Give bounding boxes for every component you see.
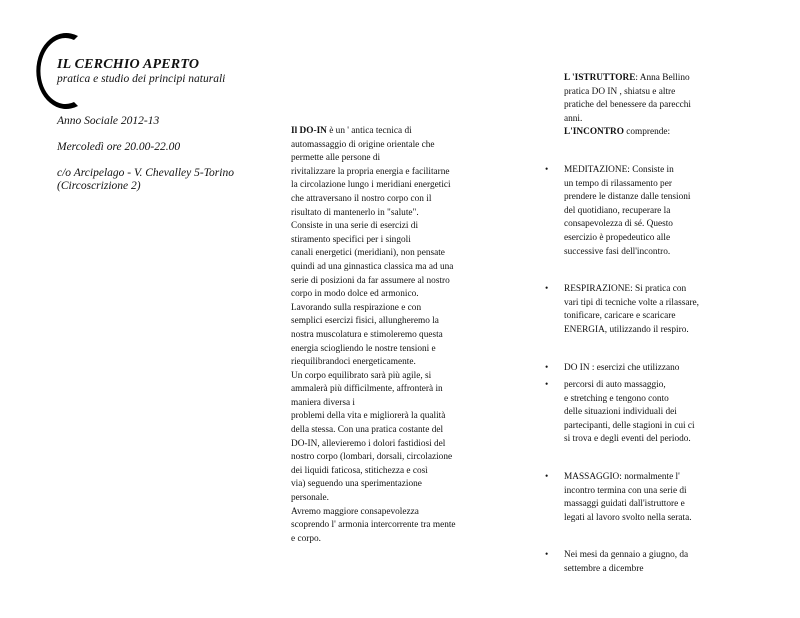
activity-line <box>564 191 760 205</box>
activity-item <box>530 549 760 576</box>
description-line: maniera diversa i <box>291 397 356 408</box>
activity-line <box>564 406 760 420</box>
activity-text: settembre a dicembre <box>564 564 644 575</box>
activity-line <box>564 379 760 393</box>
incontro-rest: comprende: <box>623 127 671 138</box>
activity-label: DO IN <box>564 362 590 373</box>
incontro-line <box>564 126 760 140</box>
location-text: c/o Arcipelago - V. Chevalley 5-Torino <box>57 167 234 179</box>
intro-rest: è un ' antica tecnica di <box>326 126 412 136</box>
description-line: permette alle persone di <box>291 153 381 164</box>
activity-text: delle situazioni individuali dei <box>564 407 677 418</box>
activity-line <box>564 178 760 192</box>
activity-item <box>530 283 760 337</box>
description-line: e corpo. <box>291 533 321 544</box>
activity-line <box>564 498 760 512</box>
intro-line <box>291 125 496 139</box>
activity-line <box>564 433 760 447</box>
activity-text: incontro termina con una serie di <box>564 485 687 496</box>
activity-line <box>564 324 760 338</box>
session-details <box>530 72 760 577</box>
activity-item <box>530 164 760 259</box>
description-line: stiramento specifici per i singoli <box>291 234 411 245</box>
activity-line <box>564 283 760 297</box>
description-line: risultato di mantenerlo in "salute". <box>291 207 419 218</box>
activity-item <box>530 471 760 525</box>
activity-text: : Si pratica con <box>630 284 687 295</box>
page-subtitle: pratica e studio dei principi naturali <box>57 73 226 85</box>
description-line: nostra muscolatura e stimoleremo questa <box>291 329 443 340</box>
description-line: della stessa. Con una pratica costante del <box>291 425 444 436</box>
instructor-block <box>564 72 760 140</box>
description-line: automassaggio di origine orientale che <box>291 139 435 150</box>
description-line: semplici esercizi fisici, allungheremo la <box>291 316 439 327</box>
description-line: DO-IN, allevieremo i dolori fastidiosi del <box>291 438 446 449</box>
activity-line <box>564 362 760 376</box>
bullet-icon: • <box>545 284 549 295</box>
instructor-label: L 'ISTRUTTORE <box>564 73 636 83</box>
activity-line <box>564 549 760 563</box>
instructor-line <box>564 72 760 86</box>
activity-text: partecipanti, delle stagioni in cui ci <box>564 420 695 431</box>
activity-line <box>564 218 760 232</box>
do-in-term: Il DO-IN <box>291 126 327 136</box>
activity-text: prendere le distanze dalle tensioni <box>564 192 691 203</box>
activity-text: percorsi di auto massaggio, <box>564 380 666 391</box>
activity-text: si trova e degli eventi del periodo. <box>564 434 691 445</box>
instructor-name: : Anna Bellino <box>635 73 690 83</box>
activity-line <box>564 164 760 178</box>
activity-text: consapevolezza di sé. Questo <box>564 219 673 230</box>
description-line: via) seguendo una sperimentazione <box>291 479 422 490</box>
description-line: quindi ad una ginnastica classica ma ad una <box>291 261 454 272</box>
incontro-label: L'INCONTRO <box>564 127 624 138</box>
activity-text: successive fasi dell'incontro. <box>564 246 671 257</box>
activity-line <box>564 310 760 324</box>
description-line: riequilibrandoci energeticamente. <box>291 357 416 368</box>
activity-line <box>564 246 760 260</box>
description-line: rivitalizzare la propria energia e facilitarne <box>291 166 450 177</box>
activity-line <box>564 205 760 219</box>
bullet-icon: • <box>545 380 549 391</box>
activity-text: Nei mesi da gennaio a giugno, da <box>564 550 689 561</box>
description-line: Un corpo equilibrato sarà più agile, si <box>291 370 432 381</box>
activity-text: : Consiste in <box>627 164 674 175</box>
activity-line <box>564 393 760 407</box>
activity-text: esercizio è propedeutico alle <box>564 232 671 243</box>
description-line: canali energetici (meridiani), non pensate <box>291 248 445 259</box>
description-line: energia sciogliendo le nostre tensioni e <box>291 343 436 354</box>
activity-text: : esercizi che utilizzano <box>589 362 680 373</box>
instructor-desc-line: pratica DO IN , shiatsu e altre <box>564 86 676 97</box>
activity-label: RESPIRAZIONE <box>564 284 631 295</box>
activity-item <box>530 379 760 447</box>
description-lines <box>291 139 496 547</box>
activity-label: MASSAGGIO <box>564 472 620 483</box>
page-title: IL CERCHIO APERTO <box>57 57 200 72</box>
description-line: corpo in modo dolce ed armonico. <box>291 289 419 300</box>
description-line: problemi della vita e migliorerà la qualità <box>291 411 446 422</box>
description-line: personale. <box>291 493 329 504</box>
activity-list <box>530 164 760 577</box>
description-line: Consiste in una serie di esercizi di <box>291 221 419 232</box>
description-line: Avremo maggiore consapevolezza <box>291 506 419 517</box>
description-line: che attraversano il nostro corpo con il <box>291 193 432 204</box>
activity-line <box>564 485 760 499</box>
activity-text: del quotidiano, recuperare la <box>564 205 671 216</box>
event-info <box>57 115 234 206</box>
bullet-icon: • <box>545 472 549 483</box>
activity-text: massaggi guidati dall'istruttore e <box>564 499 685 510</box>
instructor-desc-line: pratiche del benessere da parecchi <box>564 100 691 111</box>
activity-line <box>564 471 760 485</box>
description-line: dei liquidi faticosa, stitichezza e così <box>291 465 428 476</box>
activity-text: vari tipi di tecniche volte a rilassare, <box>564 297 700 308</box>
activity-text: tonificare, caricare e scaricare <box>564 311 676 322</box>
activity-line <box>564 512 760 526</box>
description-line: nostro corpo (lombari, dorsali, circolazione <box>291 452 453 463</box>
bullet-icon: • <box>545 362 549 373</box>
activity-text: un tempo di rilassamento per <box>564 178 672 189</box>
description-line: Lavorando sulla respirazione e con <box>291 302 422 313</box>
bullet-icon: • <box>545 164 549 175</box>
activity-text: e stretching e tengono conto <box>564 393 669 404</box>
schedule-text: Mercoledì ore 20.00-22.00 <box>57 141 181 153</box>
description-line: ammalerà più difficilmente, affronterà in <box>291 384 443 395</box>
do-in-description <box>291 125 496 546</box>
activity-line <box>564 232 760 246</box>
description-line: la circolazione lungo i meridiani energetici <box>291 180 451 191</box>
bullet-icon: • <box>545 550 549 561</box>
instructor-desc-line: anni. <box>564 113 583 124</box>
activity-line <box>564 563 760 577</box>
season-text: Anno Sociale 2012-13 <box>57 115 160 127</box>
activity-item <box>530 362 760 376</box>
activity-text: ENERGIA, utilizzando il respiro. <box>564 324 689 335</box>
activity-text: legati al lavoro svolto nella serata. <box>564 512 692 523</box>
activity-line <box>564 297 760 311</box>
description-line: serie di posizioni da far assumere al nostro <box>291 275 450 286</box>
activity-label: MEDITAZIONE <box>564 164 628 175</box>
district-text: (Circoscrizione 2) <box>57 180 141 192</box>
description-line: scoprendo l' armonia intercorrente tra mente <box>291 520 456 531</box>
activity-text: : normalmente l' <box>619 472 680 483</box>
activity-line <box>564 420 760 434</box>
